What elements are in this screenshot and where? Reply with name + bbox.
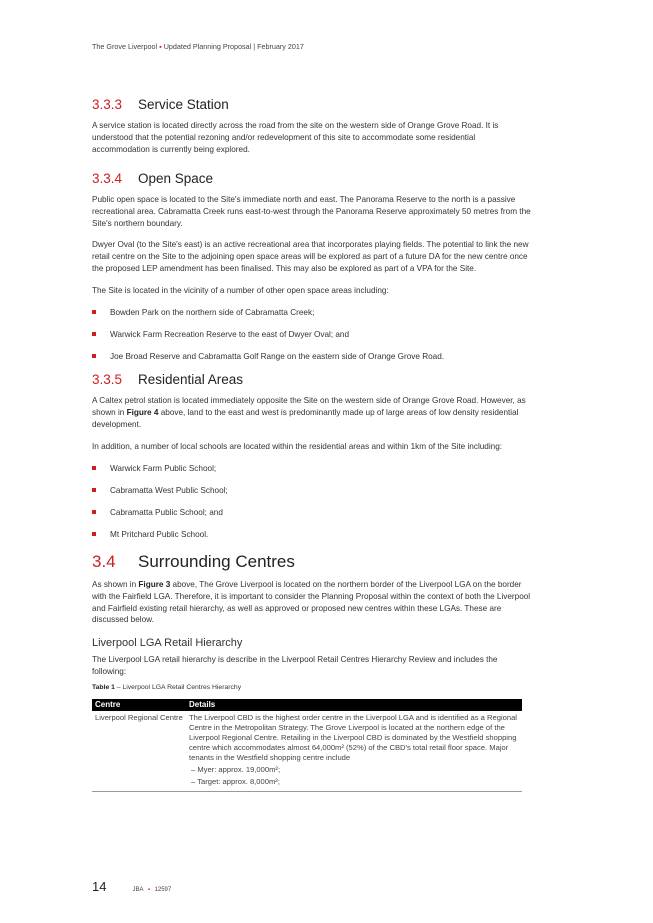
section-heading: [92, 371, 532, 389]
table-cell-centre: Liverpool Regional Centre: [95, 713, 183, 723]
table-divider: [92, 791, 522, 792]
section-number: 3.3.3: [92, 97, 123, 112]
figure-reference: Figure 3: [138, 579, 171, 589]
bullet-icon: [92, 332, 96, 336]
list-item: Mt Pritchard Public School.: [92, 529, 532, 541]
paragraph: A Caltex petrol station is located immediately opposite the Site on the western side of Orange Grove Road. However, as shown in Figure 4 above, land to the east and west is predominantly made up of large areas of low density residential development.: [92, 396, 526, 429]
paragraph: In addition, a number of local schools are located within the residential areas and within 1km of the Site including:: [92, 441, 503, 451]
section-title: Open Space: [138, 170, 214, 186]
detail-item: – Myer: approx. 19,000m²;: [191, 765, 281, 775]
table-row: [92, 711, 522, 789]
column-header: Details: [186, 699, 522, 711]
bullet-icon: [92, 466, 96, 470]
footer-separator: ▪: [147, 887, 151, 893]
list-item: Joe Broad Reserve and Cabramatta Golf Range on the eastern side of Orange Grove Road.: [92, 351, 532, 363]
section-heading: [92, 96, 532, 114]
retail-hierarchy-table: [92, 699, 522, 789]
page-footer: [92, 878, 171, 896]
header-separator: ▪: [159, 42, 162, 51]
bullet-icon: [92, 532, 96, 536]
schools-list: [92, 463, 532, 541]
table-caption: Table 1 – Liverpool LGA Retail Centres Hierarchy: [92, 684, 242, 692]
paragraph: The Site is located in the vicinity of a number of other open space areas including:: [92, 286, 389, 296]
bullet-icon: [92, 510, 96, 514]
header-doc: The Grove Liverpool: [92, 42, 158, 51]
list-item: Warwick Farm Recreation Reserve to the east of Dwyer Oval; and: [92, 329, 532, 341]
section-title: Service Station: [138, 97, 229, 112]
header-title: Updated Planning Proposal: [163, 42, 252, 51]
paragraph: The Liverpool LGA retail hierarchy is describe in the Liverpool Retail Centres Hierarchy Review and includes the following:: [92, 655, 498, 677]
page-number: 14: [92, 879, 107, 894]
page-content: [92, 96, 532, 806]
section-number: 3.3.5: [92, 372, 123, 388]
table-cell-details: The Liverpool CBD is the highest order centre in the Liverpool LGA and is identified as a Regional Centre in the Metropolitan Strategy. The Grove Liverpool is located at the northern edge of the Liverpool Regional Centre. Retailing in the Liverpool CBD is dominated by the Westfield shopping centre which accommodates almost 64,000m² (52%) of the CBD's total retail floor space. Major tenants in the Westfield shopping centre include – Myer: approx. 19,000m²; – Target: approx. 8,000m²;: [189, 713, 517, 787]
list-item: Cabramatta West Public School;: [92, 485, 532, 497]
detail-item: – Target: approx. 8,000m²;: [191, 777, 280, 787]
section-title: Residential Areas: [138, 372, 244, 388]
section-surrounding-centres: [92, 551, 532, 792]
column-header: Centre: [92, 699, 186, 711]
section-service-station: [92, 96, 532, 156]
bullet-icon: [92, 310, 96, 314]
section-number: 3.4: [92, 551, 116, 571]
paragraph: Dwyer Oval (to the Site's east) is an active recreational area that incorporates playing fields. The potential to link the new retail centre on the Site to the adjoining open space areas will be explored as part of a future DA for the new centre once the proposed LEP amendment has been finalised. This may also be explored as part of a VPA for the Site.: [92, 240, 529, 274]
paragraph: A service station is located directly across the road from the site on the western side of Orange Grove Road. It is understood that the potential rezoning and/or redevelopment of this site to accommodate some residential accommodation is currently being explored.: [92, 121, 499, 154]
header-date: February 2017: [257, 42, 304, 51]
list-item: Warwick Farm Public School;: [92, 463, 532, 475]
section-heading: [92, 551, 532, 573]
footer-org: JBA: [132, 887, 144, 893]
subsection-title: Liverpool LGA Retail Hierarchy: [92, 637, 243, 650]
section-open-space: [92, 170, 532, 363]
section-number: 3.3.4: [92, 170, 123, 186]
footer-ref: 12597: [154, 887, 172, 893]
paragraph: As shown in Figure 3 above, The Grove Liverpool is located on the northern border of the Liverpool LGA on the border with the Fairfield LGA. Therefore, it is important to consider the Planning Proposal within the context of both the Liverpool and Fairfield existing retail hierarchy, as well as approved or proposed new centres within these LGAs. These are discussed below.: [92, 579, 531, 625]
bullet-icon: [92, 488, 96, 492]
bullet-icon: [92, 354, 96, 358]
running-header: The Grove Liverpool ▪ Updated Planning Proposal | February 2017: [92, 42, 304, 51]
section-heading: [92, 170, 532, 188]
section-residential-areas: [92, 371, 532, 541]
figure-reference: Figure 4: [126, 407, 159, 417]
list-item: Bowden Park on the northern side of Cabramatta Creek;: [92, 307, 532, 319]
section-title: Surrounding Centres: [138, 551, 295, 571]
paragraph: Public open space is located to the Site's immediate north and east. The Panorama Reserve to the north is a passive recreational area. Cabramatta Creek runs east-to-west through the Panorama Reserve approximately 50 metres from the Site's northern boundary.: [92, 194, 531, 228]
list-item: Cabramatta Public School; and: [92, 507, 532, 519]
table-header-row: [92, 699, 522, 711]
open-space-list: [92, 307, 532, 363]
